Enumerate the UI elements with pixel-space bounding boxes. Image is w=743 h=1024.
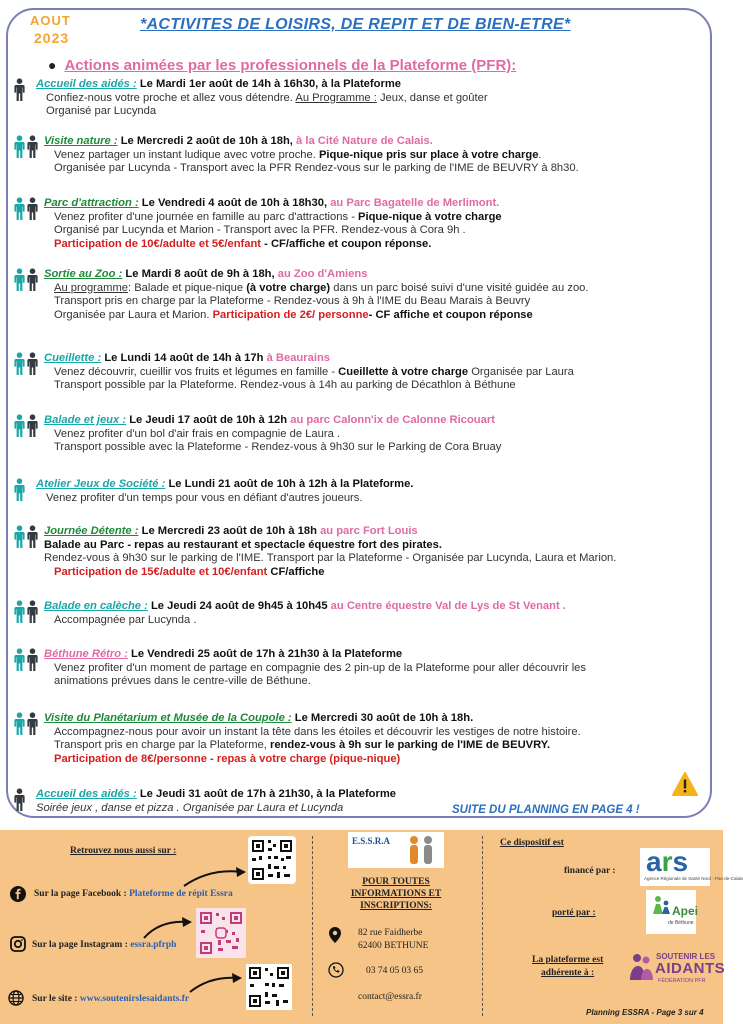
event-name: Cueillette : (44, 352, 102, 364)
warning-icon (672, 772, 698, 796)
event-detail-text: CF/affiche (267, 565, 325, 578)
event-date: Le Jeudi 24 août de 9h45 à 10h45 (150, 600, 328, 612)
event-detail-text: Organisé par Lucynda (46, 105, 157, 118)
event-name: Sortie au Zoo : (44, 268, 123, 280)
event-detail (44, 162, 724, 176)
person-icons (14, 197, 38, 226)
event-detail-text: Transport pris en charge par la Plateforme, (54, 739, 270, 752)
event-date: Le Jeudi 17 août de 10h à 12h (129, 414, 288, 426)
event-detail (44, 739, 724, 753)
person-icon (14, 197, 25, 226)
event-heading (44, 268, 724, 282)
arrow-icon (180, 864, 250, 890)
person-icon (14, 712, 25, 741)
event-detail (44, 238, 724, 252)
event-detail (44, 552, 724, 566)
event-detail-text: Confiez-nous votre proche et allez vous détendre. (46, 91, 296, 104)
event-heading (44, 352, 724, 366)
event-heading (44, 525, 724, 539)
person-icon (14, 478, 25, 507)
event-detail-text: Pique-nique à votre charge (358, 210, 502, 223)
apei-logo: Apei de Béthune (646, 890, 696, 934)
event-detail (44, 675, 724, 689)
event-detail (44, 224, 724, 238)
event-detail-text: Balade au Parc - repas au restaurant et spectacle équestre fort des pirates. (44, 538, 442, 551)
event-detail-text: Soirée jeux , danse et pizza . Organisée par Laura et Lucynda (36, 801, 344, 814)
event-heading (44, 648, 724, 662)
person-icon (14, 352, 25, 381)
qr-code-site[interactable] (246, 964, 292, 1010)
event-detail (36, 492, 716, 506)
event-date: Le Lundi 21 août de 10h à 12h à la Plateforme. (168, 478, 414, 490)
event-heading (44, 197, 724, 211)
person-icon (27, 648, 38, 677)
event-detail-text: : Balade et pique-nique (128, 281, 247, 294)
event-date: Le Lundi 14 août de 14h à 17h (104, 352, 264, 364)
event-detail-text: Organisé par Lucynda et Marion - Transport avec la PFR. Rendez-vous à Cora 9h . (54, 224, 466, 237)
event-content (44, 414, 724, 455)
event-heading (36, 788, 716, 802)
person-icons (14, 135, 38, 164)
porte-label: porté par : (552, 908, 596, 918)
event-date: Le Jeudi 31 août de 17h à 21h30, à la Plateforme (139, 788, 397, 800)
site-line: Sur le site : www.soutenirslesaidants.fr (32, 994, 190, 1004)
bullet-icon: ● (48, 57, 57, 73)
soutenir-aidants-logo: SOUTENIR LES AIDANTS FÉDÉRATION PFR (628, 948, 718, 992)
event-content (44, 135, 724, 176)
email-address[interactable]: contact@essra.fr (358, 992, 422, 1002)
person-icon (27, 712, 38, 741)
person-icons (14, 478, 25, 507)
event-heading (36, 478, 716, 492)
event-detail-text: Accompagnez-nous pour avoir un instant la tête dans les étoiles et découvrir les vestiges de notre histoire. (54, 725, 581, 738)
event-detail-text: Venez découvrir, cueillir vos fruits et légumes en famille - (54, 365, 339, 378)
adherente-label: La plateforme est adhérente à : (532, 955, 604, 978)
person-icon (14, 135, 25, 164)
address: 82 rue Faidherbe 62400 BETHUNE (358, 928, 429, 951)
event-detail-text: Organisée par Laura et Marion. (54, 308, 213, 321)
divider (312, 836, 313, 1016)
content-frame (6, 8, 712, 818)
event-detail (36, 105, 716, 119)
person-icon (14, 78, 25, 107)
event-detail-text: Rendez-vous à 9h30 sur le parking de l'IME. Transport par la Plateforme - Organisée par Lucynda, Laura et Marion. (44, 552, 617, 565)
person-icons (14, 78, 25, 107)
ars-logo: ars Agence Régionale de Santé Nord - Pas-de-Calais (640, 848, 710, 886)
year-label: 2023 (34, 30, 70, 46)
event-detail-text: Venez profiter d'un bol d'air frais en compagnie de Laura . (54, 427, 341, 440)
event-name: Atelier Jeux de Société : (36, 478, 166, 490)
instagram-line: Sur la page Instagram : essra.pfrph (32, 940, 177, 950)
event-name: Balade en calèche : (44, 600, 148, 612)
event-location: au Centre équestre Val de Lys de St Venant . (330, 600, 566, 612)
event-name: Visite nature : (44, 135, 118, 147)
event-detail-text: Participation de 15€/adulte et 10€/enfant (54, 565, 268, 578)
event-content (44, 600, 724, 627)
person-icon (27, 525, 38, 554)
person-icon (14, 525, 25, 554)
event-heading (44, 712, 724, 726)
person-icons (14, 648, 38, 677)
event-heading (44, 600, 724, 614)
event-location: au parc Calonn'ix de Calonne Ricouart (290, 414, 495, 426)
person-icons (14, 352, 38, 381)
event-date: Le Mardi 8 août de 9h à 18h, (125, 268, 275, 280)
event-detail (44, 149, 724, 163)
facebook-link[interactable]: Plateforme de répit Essra (129, 889, 233, 899)
event-detail-text: Transport possible par la Plateforme. Rendez-vous à 14h au parking de Décathlon à Béthune (54, 379, 516, 392)
person-icons (14, 712, 38, 741)
event-location: au Zoo d'Amiens (277, 268, 368, 280)
event-detail-text: Participation de 8€/personne - repas à votre charge (pique-nique) (54, 752, 401, 765)
footer (0, 830, 743, 1024)
event-detail (44, 753, 724, 767)
event-detail (44, 614, 724, 628)
event-date: Le Mercredi 2 août de 10h à 18h, (120, 135, 293, 147)
event-detail-text: Participation de 2€/ personne (212, 308, 369, 321)
person-icons (14, 788, 25, 817)
event-detail-text: Transport pris en charge par la Plateforme - Rendez-vous à 9h à l'IME du Beau Marais à Beuvry (54, 295, 531, 308)
person-icons (14, 525, 38, 554)
page-title: *ACTIVITES DE LOISIRS, DE REPIT ET DE BIEN-ETRE* (140, 16, 571, 33)
event-detail (36, 92, 716, 106)
event-detail-text: rendez-vous à 9h sur le parking de l'IME de BEUVRY. (269, 739, 551, 752)
event-detail-text: Accompagnée par Lucynda . (54, 613, 197, 626)
event-location: au parc Fort Louis (320, 525, 418, 537)
event-content (44, 352, 724, 393)
essra-logo: E.S.S.R.A (348, 832, 444, 868)
finance-label: financé par : (564, 866, 616, 876)
event-heading (44, 135, 724, 149)
event-detail-text: Organisée par Laura (468, 365, 574, 378)
event-date: Le Mercredi 23 août de 10h à 18h (141, 525, 317, 537)
month-label: AOUT (30, 13, 71, 28)
event-detail (44, 295, 724, 309)
event-heading (36, 78, 716, 92)
event-detail (44, 566, 724, 580)
event-detail (44, 441, 724, 455)
person-icons (14, 268, 38, 297)
event-detail-text: Pique-nique pris sur place à votre charge (318, 148, 539, 161)
event-detail-text: dans un parc boisé suivi d'une visité guidée au zoo. (330, 281, 589, 294)
event-content (36, 478, 716, 505)
event-content (44, 712, 724, 766)
event-detail (44, 309, 724, 323)
person-icon (27, 352, 38, 381)
person-icon (14, 600, 25, 629)
event-name: Visite du Planétarium et Musée de la Coupole : (44, 712, 292, 724)
person-icon (27, 197, 38, 226)
dispositif-label: Ce dispositif est (500, 838, 564, 848)
event-content (36, 78, 716, 119)
event-detail (44, 539, 724, 553)
phone-number[interactable]: 03 74 05 03 65 (366, 966, 423, 976)
event-name: Béthune Rétro : (44, 648, 128, 660)
event-detail-text: Venez profiter d'un temps pour vous en défiant d'autres joueurs. (46, 491, 363, 504)
event-detail (44, 282, 724, 296)
event-detail-text: Venez profiter d'une journée en famille au parc d'attractions - (54, 210, 359, 223)
person-icon (27, 135, 38, 164)
event-location: au Parc Bagatelle de Merlimont. (330, 197, 500, 209)
event-content (44, 268, 724, 322)
event-detail-text: - CF/affiche et coupon réponse. (261, 237, 432, 250)
event-location: à la Cité Nature de Calais. (296, 135, 433, 147)
person-icons (14, 600, 38, 629)
arrow-icon (186, 970, 246, 996)
event-date: Le Mercredi 30 août de 10h à 18h. (294, 712, 474, 724)
event-detail (44, 726, 724, 740)
page-number: Planning ESSRA - Page 3 sur 4 (586, 1008, 704, 1017)
qr-code-instagram[interactable] (196, 908, 246, 958)
event-content (44, 648, 724, 689)
event-content (44, 525, 724, 579)
phone-icon (328, 962, 344, 978)
event-detail-text: Cueillette à votre charge (338, 365, 469, 378)
event-detail (44, 211, 724, 225)
event-detail (44, 379, 724, 393)
suite-notice: SUITE DU PLANNING EN PAGE 4 ! (452, 804, 640, 816)
event-name: Accueil des aidés : (36, 78, 137, 90)
event-detail (44, 662, 724, 676)
instagram-link[interactable]: essra.pfrph (130, 940, 177, 950)
person-icon (14, 414, 25, 443)
event-heading (44, 414, 724, 428)
event-detail-text: - CF affiche et coupon réponse (368, 308, 533, 321)
divider (482, 836, 483, 1016)
event-name: Balade et jeux : (44, 414, 127, 426)
globe-icon (8, 990, 24, 1006)
event-name: Journée Détente : (44, 525, 139, 537)
event-detail-text: Venez profiter d'un moment de partage en compagnie des 2 pin-up de la Plateforme pour aller découvrir les (54, 661, 586, 674)
event-location: à Beaurains (266, 352, 331, 364)
event-detail-text: animations prévues dans le centre-ville de Béthune. (54, 675, 311, 688)
section-subtitle: ● Actions animées par les professionnels de la Plateforme (PFR): (48, 57, 517, 74)
event-name: Accueil des aidés : (36, 788, 137, 800)
location-pin-icon (328, 926, 342, 944)
event-detail-text: Au Programme : (295, 91, 377, 104)
event-name: Parc d'attraction : (44, 197, 139, 209)
person-icon (14, 268, 25, 297)
event-detail-text: Participation de 10€/adulte et 5€/enfant (54, 237, 262, 250)
event-content (44, 197, 724, 251)
find-us-label: Retrouvez nous aussi sur : (70, 846, 177, 856)
event-detail-text: (à votre charge) (246, 281, 331, 294)
event-detail-text: Jeux, danse et goûter (376, 91, 488, 104)
person-icon (27, 600, 38, 629)
facebook-icon[interactable] (10, 886, 26, 902)
event-detail (44, 428, 724, 442)
event-detail-text: Transport possible avec la Plateforme - Rendez-vous à 9h30 sur le Parking de Cora Bruay (54, 441, 502, 454)
person-icon (14, 648, 25, 677)
event-detail-text: Organisée par Lucynda - Transport avec la PFR Rendez-vous sur le parking de l'IME de BEUVRY à 8h30. (54, 162, 579, 175)
event-detail (44, 366, 724, 380)
qr-code-facebook[interactable] (248, 836, 296, 884)
event-detail-text: Venez partager un instant ludique avec votre proche. (54, 148, 319, 161)
person-icon (14, 788, 25, 817)
site-link[interactable]: www.soutenirslesaidants.fr (79, 994, 190, 1004)
arrow-icon (140, 914, 196, 942)
person-icon (27, 414, 38, 443)
info-heading: POUR TOUTES INFORMATIONS ET INSCRIPTIONS: (350, 877, 442, 911)
event-date: Le Vendredi 4 août de 10h à 18h30, (141, 197, 328, 209)
event-detail-text: Au programme (54, 281, 128, 294)
event-detail-text: . (538, 148, 542, 161)
facebook-line: Sur la page Facebook : Plateforme de répit Essra (34, 889, 233, 899)
event-date: Le Mardi 1er août de 14h à 16h30, à la Plateforme (139, 78, 401, 90)
event-date: Le Vendredi 25 août de 17h à 21h30 à la Plateforme (131, 648, 403, 660)
person-icons (14, 414, 38, 443)
person-icon (27, 268, 38, 297)
instagram-icon[interactable] (10, 936, 26, 952)
